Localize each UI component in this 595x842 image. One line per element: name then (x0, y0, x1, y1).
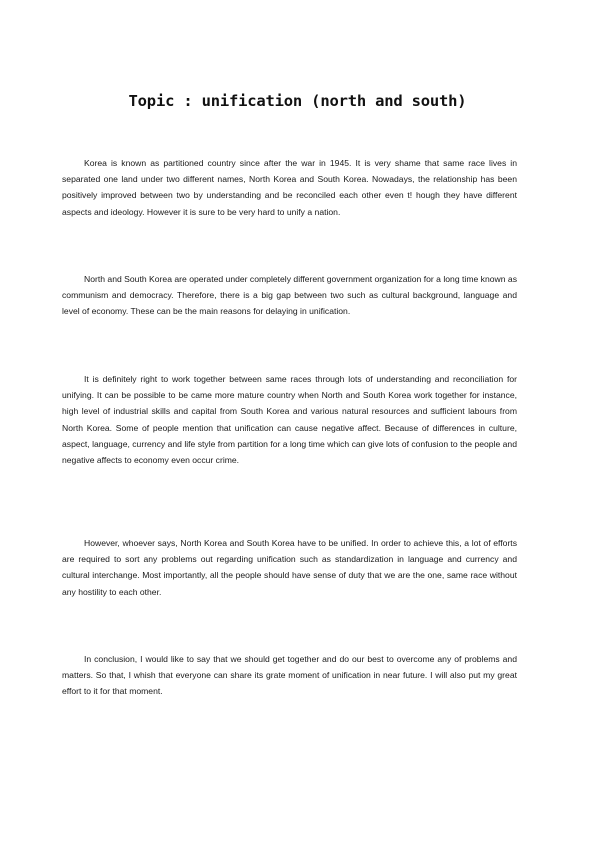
page-title: Topic : unification (north and south) (128, 92, 467, 110)
paragraph-conclusion: In conclusion, I would like to say that we should get together and do our best to overcome any of problems and matters. So that, I whish that everyone can share its grate moment of unification in near future. I will also put my great effort to it for that moment. (62, 654, 517, 697)
paragraph-government: North and South Korea are operated under completely different government organization for a long time known as communism and democracy. Therefore, there is a big gap between two such as cultural background, language and level of economy. These can be the main reasons for delaying in unification. (62, 274, 517, 317)
paragraph-cooperation: It is definitely right to work together between same races through lots of understanding and reconciliation for unifying. It can be possible to be came more mature country when North and South Korea work together for instance, high level of industrial skills and capital from South Korea and various natural resources and sufficient labours from North Korea. Some of people mention that unification can cause negative affect. Because of differences in culture, aspect, language, currency and life style from partition for a long time which can give lots of confusion to the people and negative affects to economy even occur crime. (62, 374, 517, 466)
paragraph-efforts: However, whoever says, North Korea and South Korea have to be unified. In order to achieve this, a lot of efforts are required to sort any problems out regarding unification such as standardization in language and currency and cultural interchange. Most importantly, all the people should have sense of duty that we are the one, same race without any hostility to each other. (62, 538, 517, 597)
paragraph-intro: Korea is known as partitioned country since after the war in 1945. It is very shame that same race lives in separated one land under two different names, North Korea and South Korea. Nowadays, the relationship has been positively improved between two by understanding and be reconciled each other even t! hough they have different aspects and ideology. However it is sure to be very hard to unify a nation. (62, 158, 517, 217)
